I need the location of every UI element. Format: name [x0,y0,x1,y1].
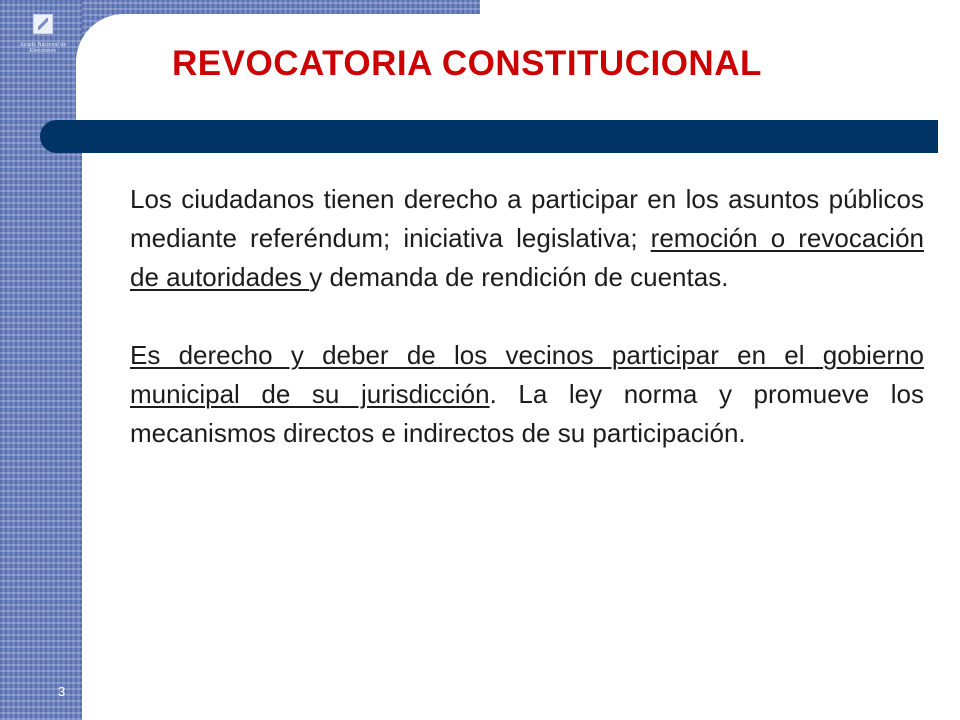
title-divider-bar [40,120,938,153]
left-pattern-strip [0,0,82,720]
paragraph-2-text-end: . La ley norma y promueve los mecanismos directos e indirectos de su participación. [130,379,924,448]
logo [14,14,72,58]
slide-number: 3 [58,684,66,699]
logo-text: Jurado Nacional de Elecciones [19,42,67,54]
slide-title: REVOCATORIA CONSTITUCIONAL [172,44,762,83]
paragraph-neighbor-duty [130,336,924,453]
slide-content [130,180,924,453]
paragraph-2-underlined-text: Es derecho y deber de los vecinos participar en el gobierno municipal de su jurisdicción [130,340,924,409]
paragraph-1-underlined-text: remoción o revocación de autoridades [130,223,925,292]
paragraph-1-text-end: y demanda de rendición de cuentas. [309,262,729,292]
paragraph-citizen-rights [130,180,924,297]
paragraph-1-text-start: Los ciudadanos tienen derecho a participar en los asuntos públicos mediante referéndum; iniciativa legislativa; [130,184,924,253]
logo-emblem-icon [33,14,53,34]
